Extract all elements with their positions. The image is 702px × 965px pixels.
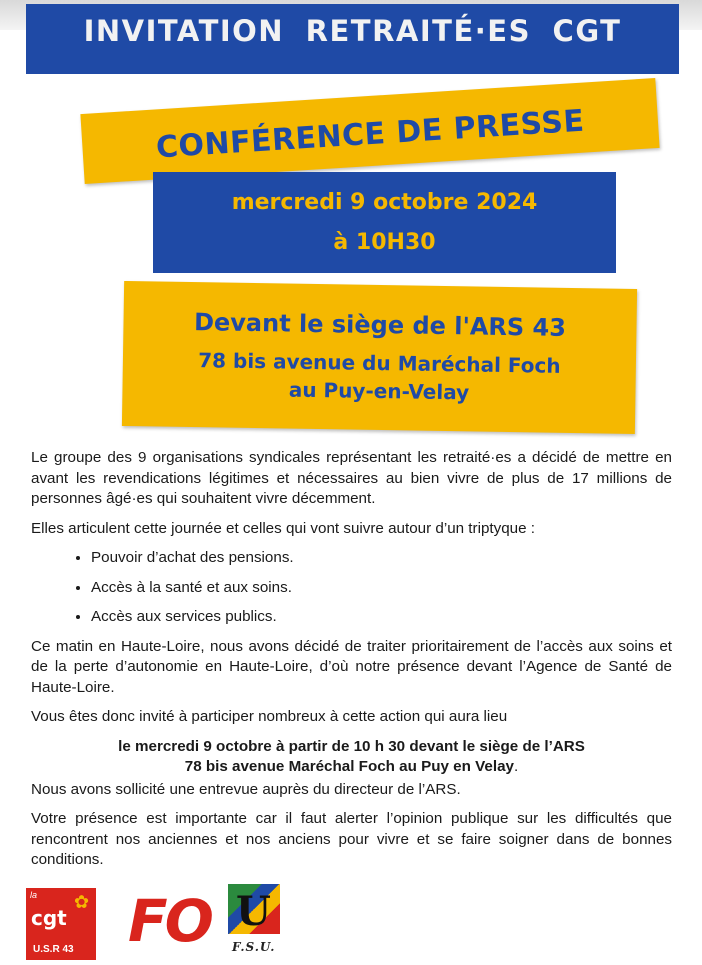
paragraph-closing: Votre présence est importante car il faut alerter l’opinion publique sur les difficultés que rencontrent nos anciennes et nos anciens pour vivre et se faire soigner dans de bonnes conditions.: [31, 810, 672, 868]
cgt-logo: [26, 888, 96, 960]
fsu-logo-letter: U: [236, 888, 271, 935]
fsu-logo: [226, 884, 286, 962]
demands-list: [31, 548, 672, 628]
place-address: 78 bis avenue du Maréchal Foch: [198, 347, 561, 378]
header-title: INVITATION RETRAITÉ·ES CGT: [83, 14, 622, 48]
paragraph-entrevue: Nous avons sollicité une entrevue auprès du directeur de l’ARS.: [31, 780, 461, 798]
list-item: • Accès à la santé et aux soins.: [91, 578, 672, 599]
list-item: • Pouvoir d’achat des pensions.: [91, 548, 672, 569]
header-banner: [26, 4, 679, 74]
cgt-logo-la: la: [30, 890, 38, 900]
event-time: à 10H30: [333, 229, 436, 255]
paragraph-intro: Le groupe des 9 organisations syndicales représentant les retraité·es a décidé de mettre en avant les revendications légitimes et nécessaires au bien vivre de plus de 17 millions de personnes âgé·es qui souhaitent vivre décemment.: [31, 449, 672, 507]
date-box: [153, 172, 616, 273]
union-logos: [20, 882, 300, 962]
conference-banner: [80, 78, 659, 184]
fo-logo: FO: [128, 887, 211, 955]
body-text: [31, 448, 672, 880]
flower-icon: ✿: [74, 892, 90, 912]
event-details-address: 78 bis avenue Maréchal Foch au Puy en Velay: [184, 758, 514, 775]
event-details-period: .: [513, 758, 519, 775]
place-box: [122, 281, 637, 434]
event-details-line1: le mercredi 9 octobre à partir de 10 h 30 devant le siège de l’ARS: [118, 737, 585, 755]
cgt-logo-name: cgt: [31, 906, 67, 930]
paragraph-invitation: Vous êtes donc invité à participer nombreux à cette action qui aura lieu: [31, 708, 508, 725]
event-details-line2: [31, 757, 672, 778]
paragraph-triptyque: Elles articulent cette journée et celles qui vont suivre autour d’un triptyque :: [31, 519, 535, 537]
paragraph-haute-loire: Ce matin en Haute-Loire, nous avons décidé de traiter prioritairement de l’accès aux soins et de la perte d’autonomie en Haute-Loire, d’où notre présence devant l’Agence de Santé de Haute-Loire.: [31, 637, 672, 696]
list-item: • Accès aux services publics.: [91, 607, 672, 628]
fsu-logo-name: F.S.U.: [232, 940, 276, 954]
cgt-logo-usr: U.S.R 43: [33, 944, 74, 955]
conference-title: CONFÉRENCE DE PRESSE: [154, 103, 586, 165]
place-city: au Puy-en-Velay: [288, 377, 470, 404]
place-title: Devant le siège de l'ARS 43: [193, 307, 567, 342]
event-date: mercredi 9 octobre 2024: [231, 189, 538, 215]
